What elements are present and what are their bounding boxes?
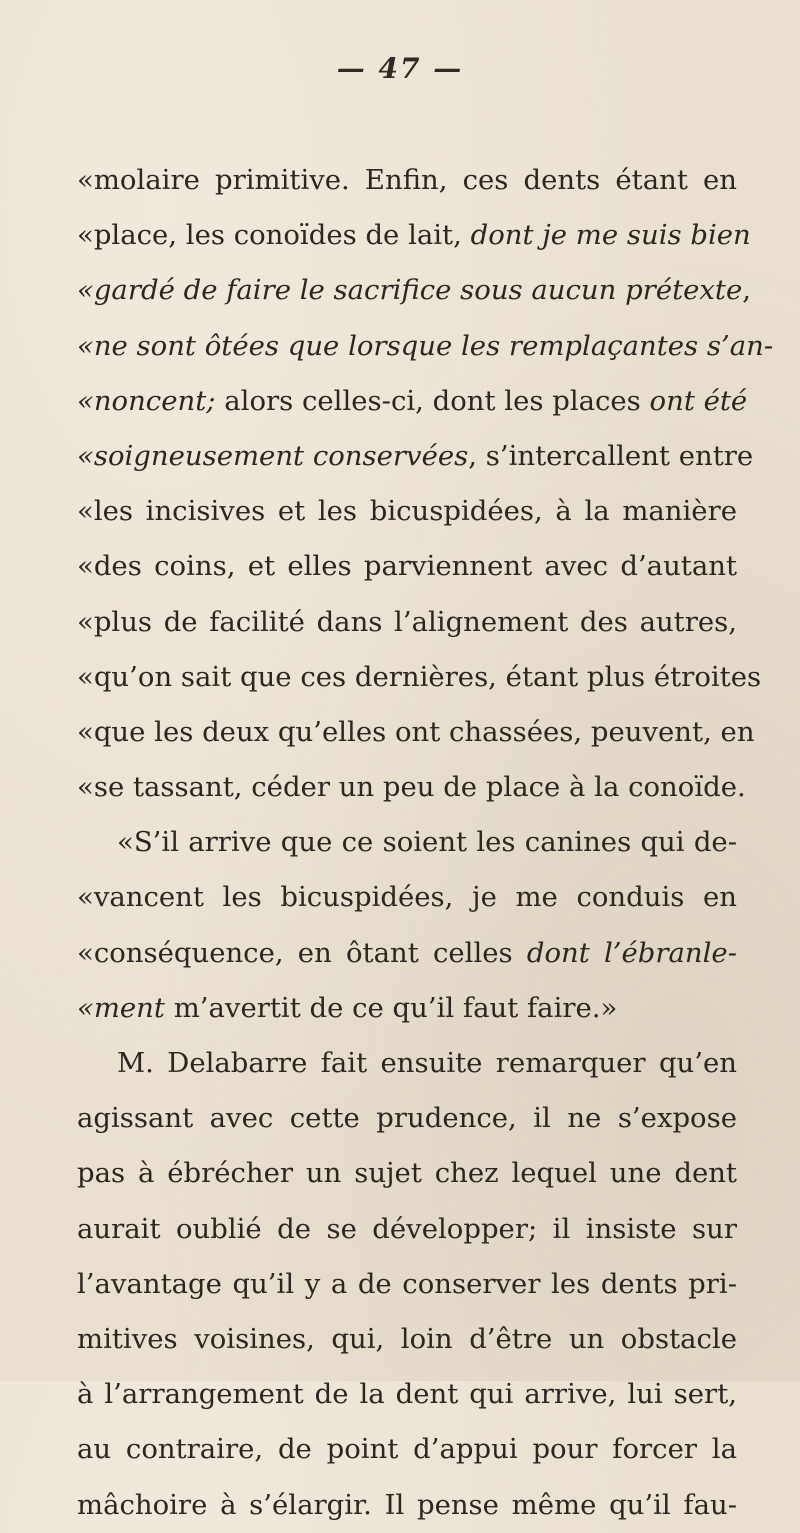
text-line	[77, 1091, 737, 1146]
text-line	[77, 1257, 737, 1312]
text-segment: «qu’on sait que ces dernières, étant plus étroites	[77, 660, 762, 693]
text-segment: «molaire primitive. Enfin, ces dents étant en	[77, 164, 737, 196]
body-text	[77, 153, 774, 1533]
text-segment: «plus de facilité dans l’alignement des autres,	[77, 605, 737, 638]
text-segment: «se tassant, céder un peu de place à la conoïde.	[77, 771, 746, 804]
text-line	[77, 595, 737, 650]
text-segment: l’avantage qu’il y a de conserver les dents pri-	[77, 1267, 737, 1300]
text-segment: alors celles-ci, dont les places	[215, 384, 650, 417]
italic-text: «ne sont ôtées que lorsque les remplaçantes s’an-	[77, 329, 774, 362]
text-segment: agissant avec cette prudence, il ne s’expose	[77, 1102, 737, 1135]
italic-text: dont je me suis bien	[470, 219, 751, 252]
text-segment: , s’intercallent entre	[468, 439, 754, 472]
text-line	[77, 539, 737, 594]
text-segment: M. Delabarre fait ensuite remarquer qu’en	[117, 1047, 737, 1079]
text-line	[77, 429, 754, 484]
text-segment: «place, les conoïdes de lait,	[77, 219, 471, 252]
text-segment: ,	[742, 274, 752, 307]
italic-text: ont été	[649, 384, 748, 417]
text-line	[77, 926, 737, 981]
text-segment: «conséquence, en ôtant celles	[77, 936, 527, 969]
text-line	[77, 815, 737, 870]
text-segment: «des coins, et elles parviennent avec d’autant	[77, 550, 737, 583]
text-line	[77, 1478, 737, 1533]
text-line	[77, 1312, 737, 1367]
text-line	[77, 1422, 737, 1477]
text-line	[77, 374, 748, 429]
text-line	[77, 705, 755, 760]
text-line	[77, 981, 737, 1036]
text-line	[77, 153, 737, 208]
text-line	[77, 484, 737, 539]
text-segment: «S’il arrive que ce soient les canines qui de-	[117, 826, 737, 859]
italic-text: «ment	[77, 991, 165, 1024]
italic-text: «soigneusement conservées	[77, 439, 469, 472]
text-line	[77, 319, 774, 374]
text-segment: à l’arrangement de la dent qui arrive, lui sert,	[77, 1378, 737, 1411]
text-line	[77, 1036, 737, 1091]
text-segment: «les incisives et les bicuspidées, à la manière	[77, 495, 737, 528]
text-line	[77, 263, 752, 318]
text-segment: aurait oublié de se développer; il insiste sur	[77, 1212, 737, 1245]
text-line	[77, 650, 762, 705]
text-segment: mâchoire à s’élargir. Il pense même qu’il fau-	[77, 1488, 737, 1521]
italic-text: «noncent;	[77, 384, 216, 417]
text-segment: au contraire, de point d’appui pour forcer la	[77, 1433, 737, 1466]
text-segment: pas à ébrécher un sujet chez lequel une dent	[77, 1157, 737, 1190]
text-line	[77, 1202, 737, 1257]
text-line	[77, 870, 737, 925]
text-segment: m’avertit de ce qu’il faut faire.»	[164, 991, 618, 1024]
italic-text: dont l’ébranle-	[526, 936, 738, 969]
text-segment: «vancent les bicuspidées, je me conduis en	[77, 881, 737, 914]
text-line	[77, 208, 751, 263]
text-line	[77, 1146, 737, 1201]
page-number: — 47 —	[336, 52, 464, 85]
text-segment: mitives voisines, qui, loin d’être un obstacle	[77, 1322, 737, 1355]
text-line	[77, 1367, 737, 1422]
italic-text: «gardé de faire le sacrifice sous aucun prétexte	[77, 274, 743, 307]
text-line	[77, 760, 746, 815]
text-segment: «que les deux qu’elles ont chassées, peuvent, en	[77, 715, 755, 748]
